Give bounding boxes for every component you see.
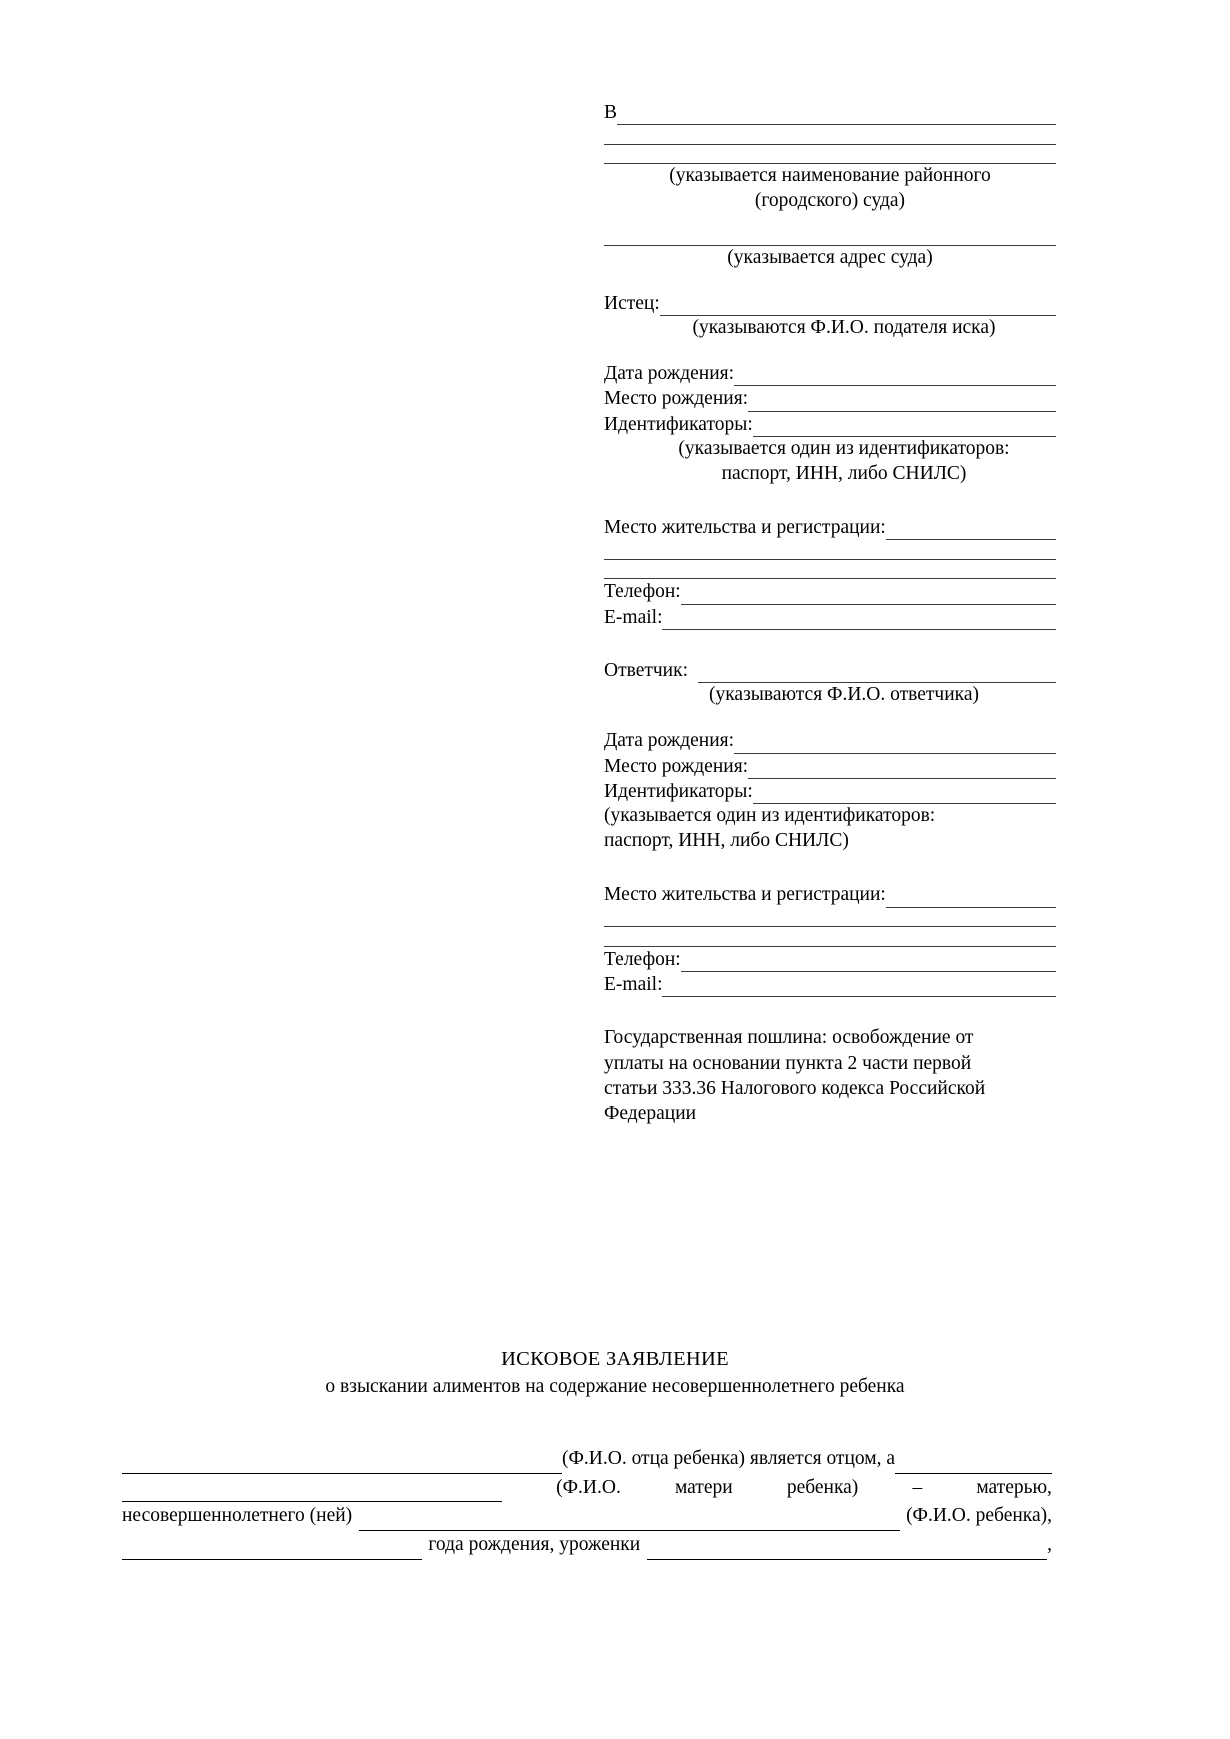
document-title-block bbox=[0, 1348, 1230, 1398]
court-name-row bbox=[604, 100, 1056, 125]
defendant-label: Ответчик: bbox=[604, 660, 689, 682]
plaintiff-identifiers-note-line2: паспорт, ИНН, либо СНИЛС) bbox=[721, 463, 967, 485]
plaintiff-identifiers-note bbox=[604, 437, 1056, 487]
state-duty-line4: Федерации bbox=[604, 1103, 697, 1125]
plaintiff-residence-blank-1[interactable] bbox=[886, 521, 1056, 541]
plaintiff-birth-place-label: Место рождения: bbox=[604, 388, 749, 410]
plaintiff-birth-place-row bbox=[604, 386, 1056, 411]
court-name-note bbox=[604, 164, 1056, 214]
plaintiff-residence-blank-3[interactable] bbox=[604, 560, 1056, 580]
birth-year-blank[interactable] bbox=[122, 1540, 422, 1560]
header-addressee-block bbox=[604, 100, 1056, 1127]
plaintiff-residence-label: Место жительства и регистрации: bbox=[604, 516, 886, 538]
state-duty-paragraph bbox=[604, 1025, 1056, 1126]
plaintiff-email-row bbox=[604, 605, 1056, 630]
defendant-residence-row-3 bbox=[604, 927, 1056, 947]
mother-note-word-mother: матери bbox=[674, 1476, 733, 1498]
child-note-text: (Ф.И.О. ребенка), bbox=[906, 1505, 1052, 1527]
defendant-birth-date-row bbox=[604, 728, 1056, 753]
plaintiff-residence-row-2 bbox=[604, 540, 1056, 560]
birth-year-note-text: года рождения, уроженки bbox=[428, 1533, 641, 1555]
father-note-text: (Ф.И.О. отца ребенка) является отцом, а bbox=[562, 1448, 896, 1469]
mother-note-open: (Ф.И.О. bbox=[556, 1476, 621, 1498]
defendant-identifiers-blank[interactable] bbox=[753, 785, 1056, 805]
state-duty-line1: Государственная пошлина: освобождение от bbox=[604, 1027, 974, 1049]
spacer bbox=[604, 630, 1056, 658]
document-subtitle: о взыскании алиментов на содержание несовершеннолетнего ребенка bbox=[325, 1376, 905, 1397]
defendant-email-row bbox=[604, 972, 1056, 997]
defendant-identifiers-label: Идентификаторы: bbox=[604, 781, 753, 803]
defendant-identifiers-note-line1: (указывается один из идентификаторов: bbox=[604, 805, 936, 827]
court-name-row-3 bbox=[604, 145, 1056, 165]
defendant-residence-blank-2[interactable] bbox=[604, 908, 1056, 928]
plaintiff-birth-date-label: Дата рождения: bbox=[604, 363, 735, 385]
defendant-identifiers-note-line2: паспорт, ИНН, либо СНИЛС) bbox=[604, 830, 849, 852]
court-prefix-label: В bbox=[604, 102, 618, 123]
defendant-birth-date-blank[interactable] bbox=[734, 734, 1056, 754]
father-name-blank[interactable] bbox=[122, 1454, 562, 1474]
plaintiff-birth-place-blank[interactable] bbox=[748, 392, 1056, 412]
defendant-fio-note: (указываются Ф.И.О. ответчика) bbox=[709, 684, 979, 706]
defendant-name-blank[interactable] bbox=[698, 664, 1056, 684]
plaintiff-label: Истец: bbox=[604, 292, 660, 314]
court-name-note-line2: (городского) суда) bbox=[754, 190, 906, 212]
plaintiff-identifiers-blank[interactable] bbox=[753, 418, 1056, 438]
court-name-blank-3[interactable] bbox=[604, 145, 1056, 165]
mother-note-dash: – bbox=[912, 1476, 923, 1498]
spacer bbox=[604, 997, 1056, 1025]
plaintiff-residence-row bbox=[604, 515, 1056, 540]
court-name-row-2 bbox=[604, 125, 1056, 145]
plaintiff-email-blank[interactable] bbox=[662, 611, 1056, 631]
plaintiff-identifiers-row bbox=[604, 412, 1056, 437]
body-line-father bbox=[122, 1445, 1052, 1474]
defendant-phone-row bbox=[604, 947, 1056, 972]
defendant-birth-place-row bbox=[604, 754, 1056, 779]
trailing-comma: , bbox=[1047, 1533, 1052, 1555]
defendant-phone-blank[interactable] bbox=[681, 952, 1056, 972]
spacer bbox=[604, 271, 1056, 291]
defendant-birth-place-label: Место рождения: bbox=[604, 755, 749, 777]
spacer bbox=[604, 341, 1056, 361]
body-line-mother bbox=[122, 1474, 1052, 1503]
court-name-blank-1[interactable] bbox=[617, 106, 1056, 126]
spacer bbox=[604, 214, 1056, 226]
plaintiff-phone-row bbox=[604, 579, 1056, 604]
defendant-birth-place-blank[interactable] bbox=[748, 760, 1056, 780]
plaintiff-birth-date-blank[interactable] bbox=[734, 367, 1056, 387]
defendant-phone-label: Телефон: bbox=[604, 948, 681, 970]
defendant-email-label: E-mail: bbox=[604, 974, 663, 995]
court-name-note-line1: (указывается наименование районного bbox=[669, 165, 991, 187]
spacer bbox=[604, 854, 1056, 882]
plaintiff-residence-row-3 bbox=[604, 560, 1056, 580]
document-title: ИСКОВОЕ ЗАЯВЛЕНИЕ bbox=[501, 1348, 729, 1370]
state-duty-line2: уплаты на основании пункта 2 части первой bbox=[604, 1052, 972, 1074]
plaintiff-email-label: E-mail: bbox=[604, 606, 663, 628]
defendant-birth-date-label: Дата рождения: bbox=[604, 730, 735, 752]
mother-note-end: матерью, bbox=[976, 1476, 1052, 1498]
court-address-note: (указывается адрес суда) bbox=[727, 246, 933, 268]
plaintiff-fio-note: (указываются Ф.И.О. подателя иска) bbox=[692, 317, 996, 339]
defendant-email-blank[interactable] bbox=[662, 978, 1056, 998]
court-address-blank[interactable] bbox=[604, 226, 1056, 246]
plaintiff-identifiers-label: Идентификаторы: bbox=[604, 413, 753, 435]
state-duty-line3: статьи 333.36 Налогового кодекса Российской bbox=[604, 1078, 986, 1100]
defendant-identifiers-row bbox=[604, 779, 1056, 804]
defendant-residence-label: Место жительства и регистрации: bbox=[604, 884, 886, 906]
court-name-blank-2[interactable] bbox=[604, 125, 1056, 145]
court-address-row bbox=[604, 226, 1056, 246]
defendant-row bbox=[604, 658, 1056, 683]
spacer bbox=[604, 487, 1056, 515]
defendant-residence-blank-3[interactable] bbox=[604, 927, 1056, 947]
father-trailing-blank[interactable] bbox=[895, 1454, 1052, 1474]
plaintiff-identifiers-note-line1: (указывается один из идентификаторов: bbox=[678, 438, 1010, 460]
spacer bbox=[604, 708, 1056, 728]
body-line-minor bbox=[122, 1502, 1052, 1531]
child-name-blank[interactable] bbox=[359, 1511, 900, 1531]
plaintiff-phone-label: Телефон: bbox=[604, 581, 681, 603]
plaintiff-name-blank[interactable] bbox=[660, 297, 1056, 317]
plaintiff-residence-blank-2[interactable] bbox=[604, 540, 1056, 560]
body-line-birth-year bbox=[122, 1531, 1052, 1560]
mother-note-word-child: ребенка) bbox=[786, 1476, 859, 1498]
defendant-residence-row-2 bbox=[604, 908, 1056, 928]
plaintiff-phone-blank[interactable] bbox=[681, 585, 1056, 605]
mother-name-blank[interactable] bbox=[122, 1483, 502, 1503]
defendant-identifiers-note bbox=[604, 804, 1056, 854]
defendant-residence-blank-1[interactable] bbox=[886, 888, 1056, 908]
birth-place-blank[interactable] bbox=[647, 1540, 1047, 1560]
body-paragraph bbox=[122, 1445, 1052, 1560]
plaintiff-row bbox=[604, 291, 1056, 316]
plaintiff-birth-date-row bbox=[604, 361, 1056, 386]
defendant-residence-row bbox=[604, 882, 1056, 907]
minor-label-text: несовершеннолетнего (ней) bbox=[122, 1505, 353, 1527]
